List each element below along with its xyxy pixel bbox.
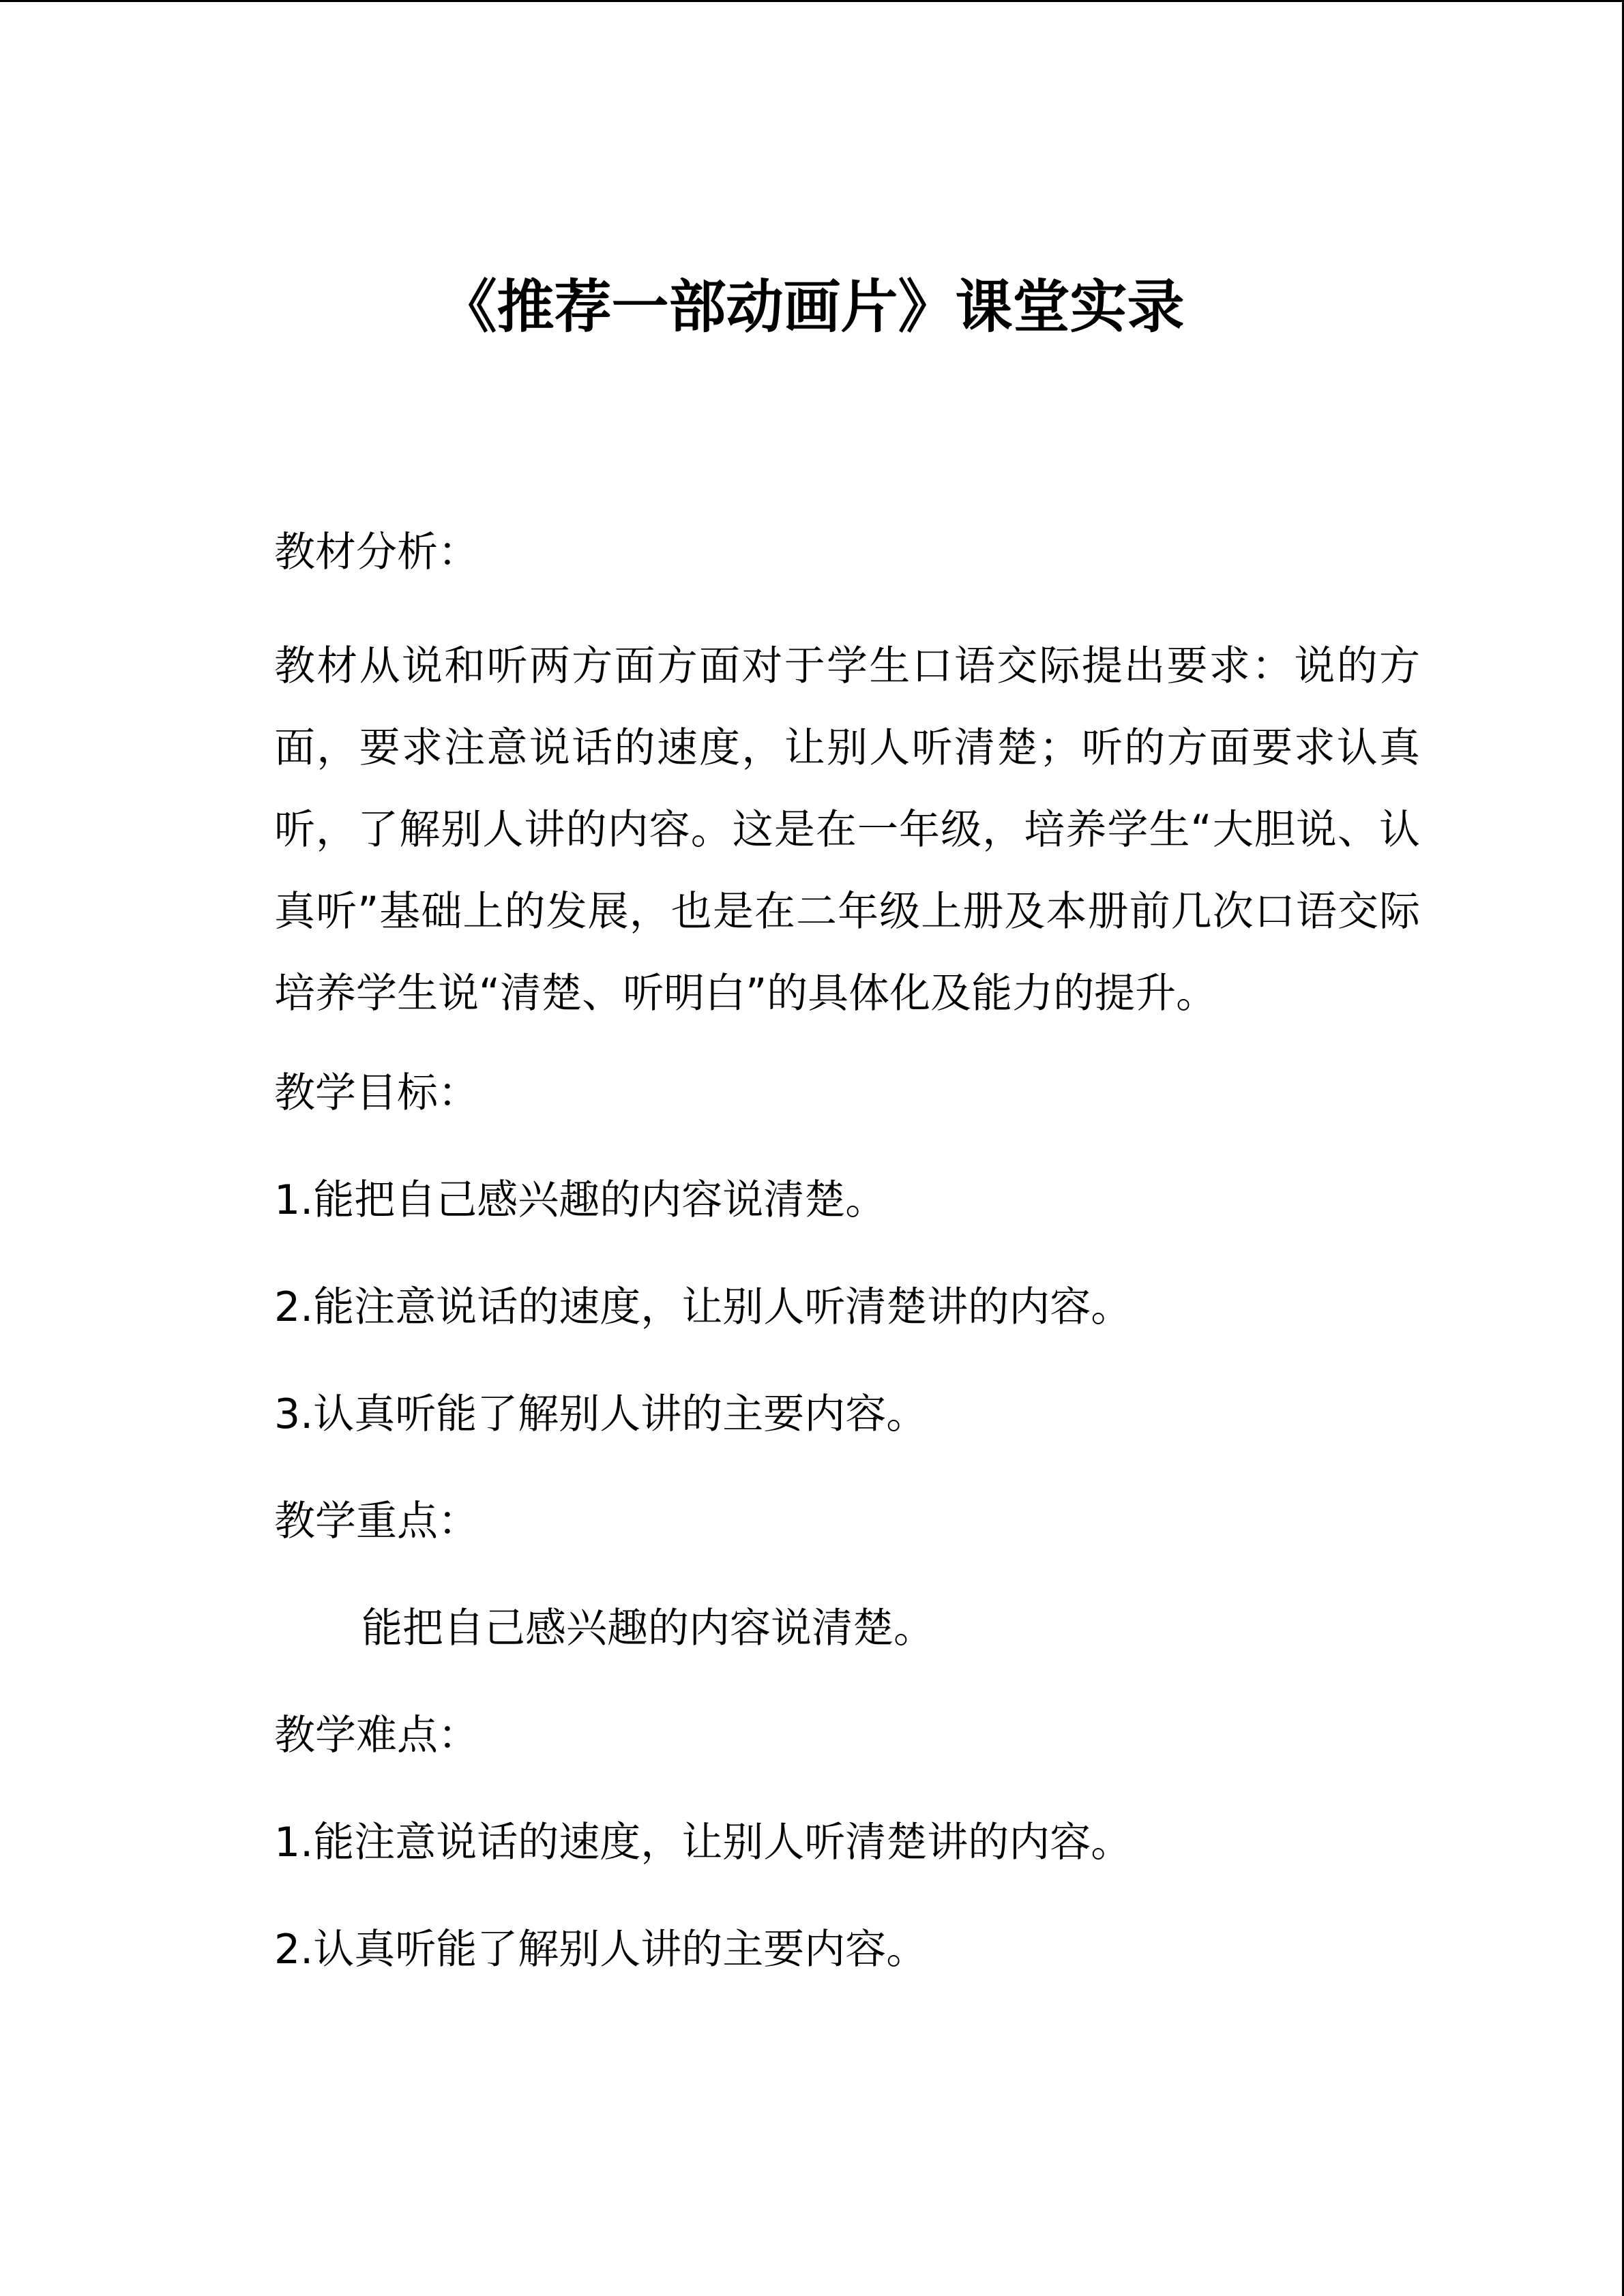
page-top-border bbox=[0, 0, 1624, 2]
difficulties-heading: 教学难点： bbox=[274, 1712, 479, 1759]
document-body bbox=[274, 518, 1420, 2023]
document-title: 《推荐一部动画片》课堂实录 bbox=[439, 273, 1185, 340]
analysis-heading: 教材分析： bbox=[274, 528, 479, 576]
goal-item: 2.能注意说话的速度，让别人听清楚讲的内容。 bbox=[274, 1283, 1132, 1331]
goal-item: 3.认真听能了解别人讲的主要内容。 bbox=[274, 1390, 928, 1438]
analysis-paragraph: 教材从说和听两方面方面对于学生口语交际提出要求：说的方面，要求注意说话的速度，让别人听清楚；听的方面要求认真听，了解别人讲的内容。这是在一年级，培养学生“大胆说、认真听”基础上的发展，也是在二年级上册及本册前几次口语交际培养学生说“清楚、听明白”的具体化及能力的提升。 bbox=[274, 642, 1420, 1017]
key-points-heading: 教学重点： bbox=[274, 1497, 479, 1545]
key-point-text: 能把自己感兴趣的内容说清楚。 bbox=[361, 1605, 934, 1652]
goal-item: 1.能把自己感兴趣的内容说清楚。 bbox=[274, 1176, 887, 1224]
difficulty-item: 1.能注意说话的速度，让别人听清楚讲的内容。 bbox=[274, 1819, 1132, 1866]
goals-heading: 教学目标： bbox=[274, 1069, 479, 1117]
difficulty-item: 2.认真听能了解别人讲的主要内容。 bbox=[274, 1926, 928, 1973]
